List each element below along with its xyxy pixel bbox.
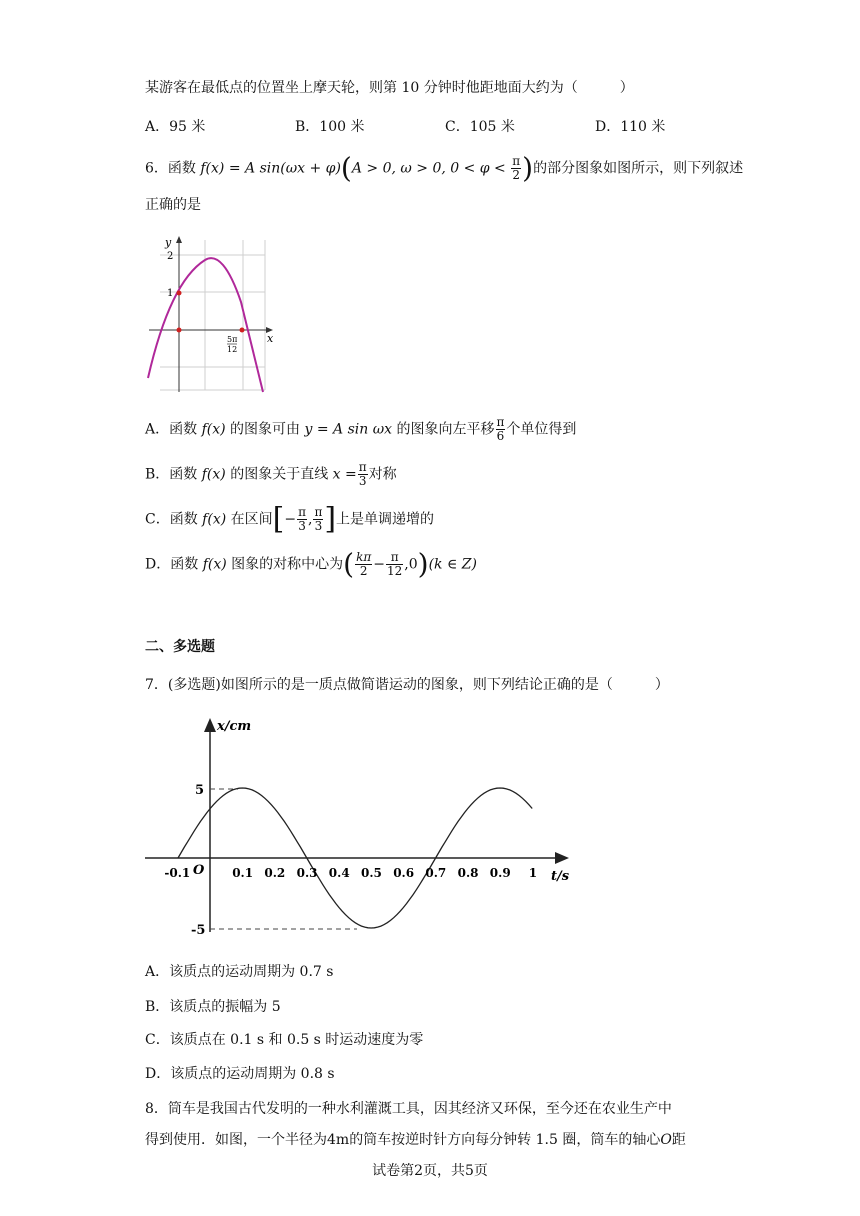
q6-option-c: C．函数 f(x) 在区间[− $\frac{\pi}{3}$ , $\frac{\pi}{3}$ ]上是单调递增的 (145, 501, 435, 537)
q6-pi-over-2: $\frac{\pi}{2}$ (512, 154, 521, 182)
q6-point-origin (177, 328, 182, 333)
q6-point-y1 (177, 291, 182, 296)
q7-tick-labels (164, 866, 537, 880)
q6-tick-5pi: 5π (227, 335, 238, 344)
q7-tick-7: 0.7 (425, 866, 447, 880)
q7-tick-0: -0.1 (164, 866, 191, 880)
q7-option-b: B．该质点的振幅为 5 (145, 999, 281, 1015)
q7-t-arrow (555, 852, 569, 864)
q6-stem: 6．函数 f(x) = A sin(ωx + φ)(A > 0, ω > 0, 0 < φ < $\frac{\pi}{2}$ )的部分图象如图所示，则下列叙述 (145, 151, 744, 185)
q6-tick-1: 1 (167, 288, 174, 299)
q7-tick-3: 0.3 (296, 866, 318, 880)
page-footer: 试卷第2页，共5页 (372, 1163, 488, 1179)
q6-number: 6． (145, 160, 168, 177)
q7-stem: 7．(多选题)如图所示的是一质点做简谐运动的图象，则下列结论正确的是（ ） (145, 677, 669, 693)
q6-option-a: A．函数 f(x) 的图象可由 y = A sin ωx 的图象向左平移 $\frac{\pi}{6}$ 个单位得到 (145, 415, 577, 443)
q6-x-label: x (267, 332, 274, 345)
q5-option-c: C．105 米 (445, 119, 515, 135)
q5-option-d: D．110 米 (595, 119, 666, 135)
section-title-multiple-choice: 二、多选题 (145, 639, 215, 655)
q6-conditions: A > 0, ω > 0, 0 < φ < (351, 160, 506, 177)
q7-tick-2: 0.2 (264, 866, 286, 880)
q7-tick-8: 0.8 (457, 866, 479, 880)
q7-tick-4: 0.4 (328, 866, 350, 880)
q5-option-a: A．95 米 (145, 119, 206, 135)
q6-grid (160, 240, 265, 390)
q7-tick-5: 0.5 (361, 866, 382, 880)
q7-option-a: A．该质点的运动周期为 0.7 s (145, 964, 334, 980)
q7-x-label: t/s (551, 869, 570, 884)
q7-y-label: x/cm (217, 719, 252, 734)
q7-shm-graph (145, 712, 575, 947)
q7-tick-9: 0.9 (489, 866, 511, 880)
q7-origin: O (193, 863, 205, 878)
q6-tick-2: 2 (167, 251, 174, 262)
q6-stem-c: 正确的是 (145, 197, 201, 213)
q7-option-c: C．该质点在 0.1 s 和 0.5 s 时运动速度为零 (145, 1032, 424, 1048)
q7-x-arrow (204, 718, 216, 732)
q5-option-b: B．100 米 (295, 119, 365, 135)
q6-y-label: y (165, 236, 172, 249)
q6-point-zero (240, 328, 245, 333)
q6-tick-12: 12 (227, 345, 238, 354)
q8-line-2: 得到使用．如图，一个半径为4m的筒车按逆时针方向每分钟转 1.5 圈，筒车的轴心O距 (145, 1132, 686, 1148)
q7-option-d: D．该质点的运动周期为 0.8 s (145, 1066, 335, 1082)
q7-tick-6: 0.6 (393, 866, 415, 880)
q6-option-d: D．函数 f(x) 图象的对称中心为( $\frac{k\pi}{2}$ − $\frac{\pi}{12}$ ,0)(k ∈ Z) (145, 547, 477, 581)
q6-sine-graph (145, 232, 280, 394)
q6-stem-b: 的部分图象如图所示，则下列叙述 (533, 160, 744, 177)
q7-y-neg5: -5 (191, 923, 206, 938)
q6-option-b: B．函数 f(x) 的图象关于直线 x = $\frac{\pi}{3}$ 对称 (145, 460, 397, 488)
q5-stem-tail: 某游客在最低点的位置坐上摩天轮，则第 10 分钟时他距地面大约为（ ） (145, 80, 634, 96)
q6-y-arrow (176, 236, 182, 243)
q6-stem-a: 函数 (167, 160, 196, 177)
q6-function: f(x) = A sin(ωx + φ) (200, 160, 341, 177)
q8-line-1: 8．筒车是我国古代发明的一种水利灌溉工具，因其经济又环保，至今还在农业生产中 (145, 1101, 672, 1117)
q7-tick-10: 1 (528, 866, 538, 880)
q7-tick-1: 0.1 (232, 866, 254, 880)
q7-y-5: 5 (195, 783, 205, 798)
